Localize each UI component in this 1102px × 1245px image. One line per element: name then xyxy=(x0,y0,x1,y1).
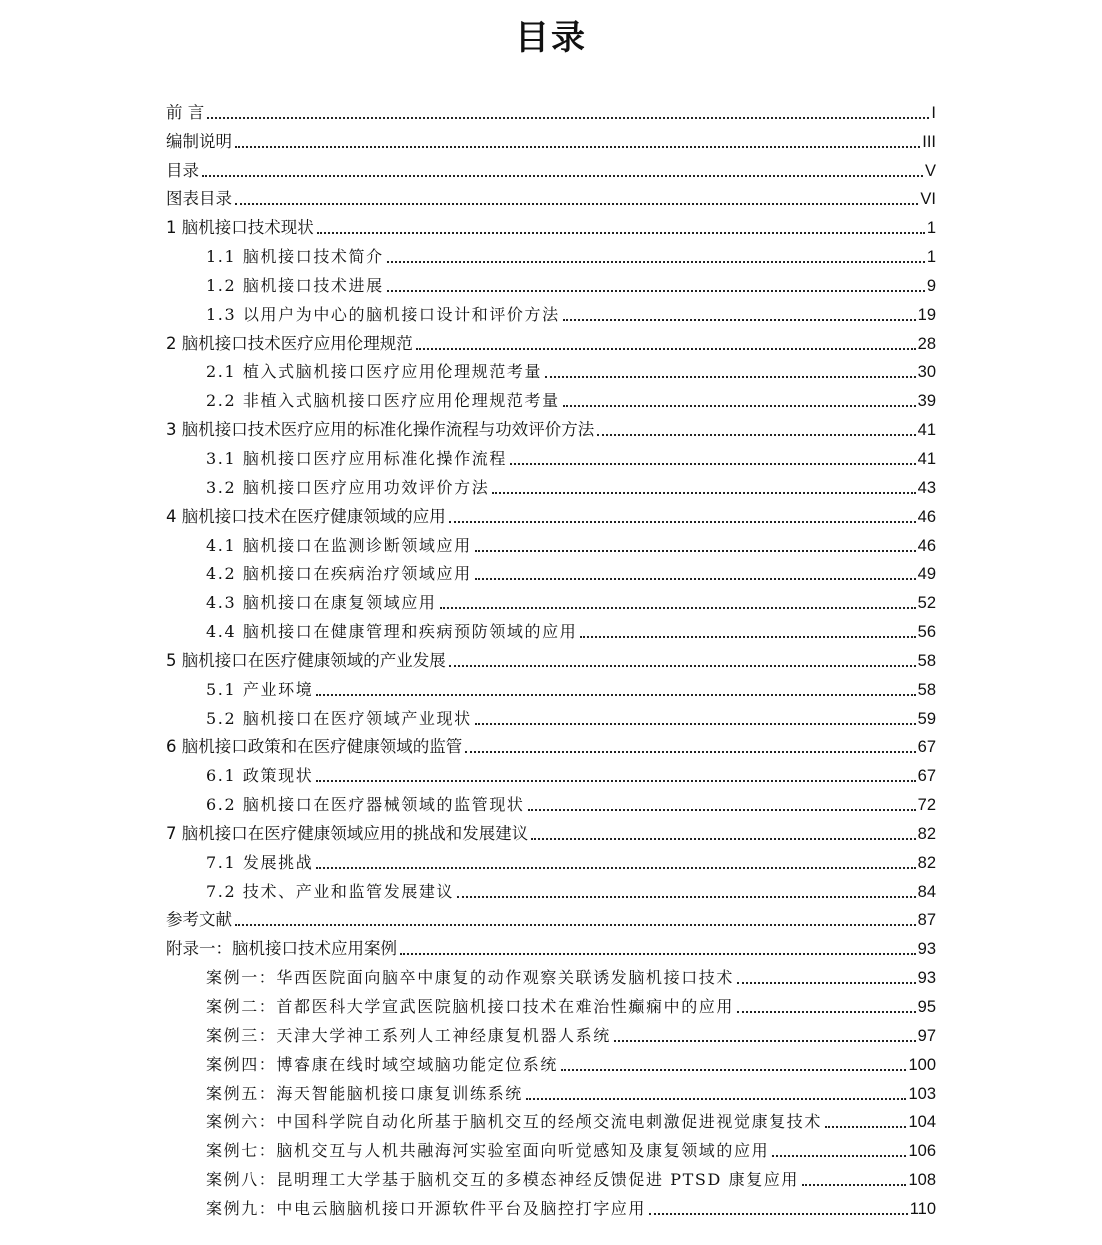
dot-leader xyxy=(400,953,916,955)
toc-entry-page: 56 xyxy=(917,623,936,642)
toc-entry-page: 97 xyxy=(917,1026,936,1045)
dot-leader xyxy=(597,434,915,436)
toc-entry-label: 案例六：中国科学院自动化所基于脑机交互的经颅交流电刺激促进视觉康复技术 xyxy=(206,1112,823,1132)
toc-entry-page: 41 xyxy=(917,449,936,468)
dot-leader xyxy=(387,261,925,263)
dot-leader xyxy=(737,1011,916,1013)
toc-entry-page: 19 xyxy=(917,305,936,324)
toc-entry-section-4-4[interactable] xyxy=(166,617,936,646)
dot-leader xyxy=(235,146,920,148)
dot-leader xyxy=(475,578,916,580)
dot-leader xyxy=(802,1184,906,1186)
toc-entry-page: III xyxy=(922,132,936,151)
toc-entry-label: 5.2 脑机接口在医疗领域产业现状 xyxy=(206,708,472,728)
dot-leader xyxy=(416,348,916,350)
toc-entry-chapter-5[interactable] xyxy=(166,646,936,675)
toc-entry-label: 前 言 xyxy=(166,102,205,122)
toc-entry-page: 43 xyxy=(917,478,936,497)
toc-entry-case-5[interactable] xyxy=(166,1079,936,1108)
dot-leader xyxy=(449,665,916,667)
toc-entry-label: 4.2 脑机接口在疾病治疗领域应用 xyxy=(206,564,472,584)
toc-entry-section-5-2[interactable] xyxy=(166,704,936,733)
toc-entry-case-9[interactable] xyxy=(166,1194,936,1223)
dot-leader xyxy=(825,1126,906,1128)
toc-entry-label: 附录一：脑机接口技术应用案例 xyxy=(166,939,397,959)
toc-entry-label: 案例七：脑机交互与人机共融海河实验室面向听觉感知及康复领域的应用 xyxy=(206,1141,770,1161)
dot-leader xyxy=(449,521,916,523)
toc-entry-section-7-2[interactable] xyxy=(166,877,936,906)
toc-entry-page: 58 xyxy=(917,651,936,670)
toc-entry-page: 41 xyxy=(917,421,936,440)
toc-entry-page: 1 xyxy=(926,219,936,238)
dot-leader xyxy=(563,319,916,321)
toc-entry-chapter-7[interactable] xyxy=(166,819,936,848)
toc-entry-label: 3.2 脑机接口医疗应用功效评价方法 xyxy=(206,477,490,497)
toc-entry-page: 84 xyxy=(917,882,936,901)
dot-leader xyxy=(316,780,915,782)
toc-entry-section-6-2[interactable] xyxy=(166,790,936,819)
dot-leader xyxy=(440,607,916,609)
toc-entry-chapter-4[interactable] xyxy=(166,502,936,531)
toc-entry-case-6[interactable] xyxy=(166,1108,936,1137)
toc-entry-page: VI xyxy=(920,190,936,209)
toc-entry-page: 95 xyxy=(917,998,936,1016)
toc-entry-label: 7 脑机接口在医疗健康领域应用的挑战和发展建议 xyxy=(166,823,529,843)
toc-entry-page: V xyxy=(924,161,936,180)
toc-entry-case-7[interactable] xyxy=(166,1136,936,1165)
toc-entry-case-2[interactable] xyxy=(166,992,936,1021)
dot-leader xyxy=(235,203,918,205)
dot-leader xyxy=(510,463,916,465)
toc-entry-section-4-1[interactable] xyxy=(166,531,936,560)
dot-leader xyxy=(561,1069,906,1071)
dot-leader xyxy=(475,550,916,552)
toc-entry-page: 1 xyxy=(926,248,936,267)
toc-entry-chapter-2[interactable] xyxy=(166,329,936,358)
toc-entry-label: 图表目录 xyxy=(166,189,232,209)
dot-leader xyxy=(563,405,916,407)
toc-entry-page: 108 xyxy=(908,1171,936,1190)
toc-entry-label: 案例八：昆明理工大学基于脑机交互的多模态神经反馈促进 PTSD 康复应用 xyxy=(206,1170,799,1190)
dot-leader xyxy=(457,896,916,898)
toc-entry-page: I xyxy=(931,103,936,122)
toc-entry-label: 4 脑机接口技术在医疗健康领域的应用 xyxy=(166,506,446,526)
dot-leader xyxy=(235,924,916,926)
toc-entry-section-2-1[interactable] xyxy=(166,358,936,387)
table-of-contents xyxy=(166,98,936,1223)
toc-entry-chapter-1[interactable] xyxy=(166,213,936,242)
toc-entry-section-3-1[interactable] xyxy=(166,444,936,473)
dot-leader xyxy=(772,1155,906,1157)
toc-entry-chapter-6[interactable] xyxy=(166,733,936,762)
toc-entry-page: 93 xyxy=(917,969,936,988)
dot-leader xyxy=(737,982,916,984)
toc-entry-section-4-3[interactable] xyxy=(166,588,936,617)
dot-leader xyxy=(492,492,915,494)
toc-entry-page: 67 xyxy=(917,767,936,786)
toc-entry-page: 104 xyxy=(908,1113,936,1132)
dot-leader xyxy=(531,838,915,840)
toc-entry-label: 1 脑机接口技术现状 xyxy=(166,218,314,238)
toc-entry-label: 4.3 脑机接口在康复领域应用 xyxy=(206,593,437,613)
toc-entry-section-4-2[interactable] xyxy=(166,560,936,589)
toc-entry-contents[interactable] xyxy=(166,156,936,185)
toc-entry-section-5-1[interactable] xyxy=(166,675,936,704)
dot-leader xyxy=(387,290,925,292)
toc-entry-label: 案例九：中电云脑脑机接口开源软件平台及脑控打字应用 xyxy=(206,1198,647,1218)
toc-entry-section-2-2[interactable] xyxy=(166,386,936,415)
toc-entry-label: 2.2 非植入式脑机接口医疗应用伦理规范考量 xyxy=(206,391,560,411)
toc-entry-page: 103 xyxy=(908,1084,936,1103)
dot-leader xyxy=(545,376,916,378)
toc-entry-page: 49 xyxy=(917,565,936,584)
toc-entry-page: 110 xyxy=(909,1199,936,1218)
toc-entry-label: 6.2 脑机接口在医疗器械领域的监管现状 xyxy=(206,795,525,815)
toc-entry-page: 52 xyxy=(917,594,936,613)
toc-entry-label: 1.1 脑机接口技术简介 xyxy=(206,247,384,267)
toc-entry-page: 39 xyxy=(917,392,936,411)
toc-entry-label: 1.3 以用户为中心的脑机接口设计和评价方法 xyxy=(206,304,560,324)
toc-entry-label: 6.1 政策现状 xyxy=(206,766,314,786)
dot-leader xyxy=(316,867,915,869)
toc-entry-label: 案例三：天津大学神工系列人工神经康复机器人系统 xyxy=(206,1025,611,1045)
toc-entry-label: 3 脑机接口技术医疗应用的标准化操作流程与功效评价方法 xyxy=(166,420,595,440)
toc-entry-label: 5.1 产业环境 xyxy=(206,679,314,699)
toc-entry-compilation-notes[interactable] xyxy=(166,127,936,156)
toc-entry-page: 93 xyxy=(917,940,936,959)
toc-entry-label: 3.1 脑机接口医疗应用标准化操作流程 xyxy=(206,448,507,468)
toc-entry-section-3-2[interactable] xyxy=(166,473,936,502)
dot-leader xyxy=(526,1098,907,1100)
toc-entry-page: 72 xyxy=(917,796,936,815)
toc-entry-label: 7.1 发展挑战 xyxy=(206,852,314,872)
toc-entry-page: 82 xyxy=(917,853,936,872)
toc-entry-label: 1.2 脑机接口技术进展 xyxy=(206,275,384,295)
dot-leader xyxy=(475,723,916,725)
toc-entry-section-1-3[interactable] xyxy=(166,300,936,329)
dot-leader xyxy=(580,636,915,638)
toc-entry-label: 目录 xyxy=(166,160,199,180)
toc-entry-page: 106 xyxy=(908,1142,936,1161)
page-title: 目录 xyxy=(515,18,587,58)
toc-entry-page: 100 xyxy=(908,1055,936,1074)
toc-entry-page: 82 xyxy=(917,824,936,843)
toc-entry-case-4[interactable] xyxy=(166,1050,936,1079)
toc-entry-page: 87 xyxy=(917,911,936,930)
dot-leader xyxy=(316,694,915,696)
toc-entry-section-1-1[interactable] xyxy=(166,242,936,271)
toc-entry-label: 4.1 脑机接口在监测诊断领域应用 xyxy=(206,535,472,555)
toc-entry-page: 58 xyxy=(917,680,936,699)
dot-leader xyxy=(465,751,915,753)
toc-entry-label: 4.4 脑机接口在健康管理和疾病预防领域的应用 xyxy=(206,622,578,642)
toc-entry-appendix-1[interactable] xyxy=(166,934,936,963)
toc-entry-figure-list[interactable] xyxy=(166,185,936,214)
toc-entry-chapter-3[interactable] xyxy=(166,415,936,444)
toc-entry-section-7-1[interactable] xyxy=(166,848,936,877)
toc-entry-label: 5 脑机接口在医疗健康领域的产业发展 xyxy=(166,650,446,670)
toc-entry-label: 2.1 植入式脑机接口医疗应用伦理规范考量 xyxy=(206,362,543,382)
dot-leader xyxy=(207,117,929,119)
toc-entry-case-3[interactable] xyxy=(166,1021,936,1050)
toc-entry-label: 参考文献 xyxy=(166,910,232,930)
toc-entry-section-1-2[interactable] xyxy=(166,271,936,300)
toc-entry-label: 案例五：海天智能脑机接口康复训练系统 xyxy=(206,1083,523,1103)
dot-leader xyxy=(317,232,925,234)
toc-entry-page: 46 xyxy=(917,536,936,555)
toc-entry-case-8[interactable] xyxy=(166,1165,936,1194)
dot-leader xyxy=(649,1213,908,1215)
toc-entry-page: 30 xyxy=(917,363,936,382)
toc-entry-label: 案例四：博睿康在线时域空域脑功能定位系统 xyxy=(206,1054,559,1074)
toc-entry-section-6-1[interactable] xyxy=(166,761,936,790)
toc-entry-case-1[interactable] xyxy=(166,963,936,992)
toc-entry-label: 7.2 技术、产业和监管发展建议 xyxy=(206,881,455,901)
toc-entry-page: 28 xyxy=(917,334,936,353)
toc-entry-label: 案例二：首都医科大学宣武医院脑机接口技术在难治性癫痫中的应用 xyxy=(206,997,735,1016)
dot-leader xyxy=(614,1040,916,1042)
dot-leader xyxy=(528,809,916,811)
toc-entry-page: 59 xyxy=(917,709,936,728)
toc-entry-label: 2 脑机接口技术医疗应用伦理规范 xyxy=(166,333,413,353)
toc-entry-preface[interactable] xyxy=(166,98,936,127)
toc-entry-references[interactable] xyxy=(166,906,936,935)
toc-entry-page: 9 xyxy=(926,276,936,295)
toc-entry-page: 46 xyxy=(917,507,936,526)
toc-entry-label: 案例一：华西医院面向脑卒中康复的动作观察关联诱发脑机接口技术 xyxy=(206,968,735,988)
dot-leader xyxy=(202,175,923,177)
toc-entry-label: 编制说明 xyxy=(166,131,232,151)
toc-entry-label: 6 脑机接口政策和在医疗健康领域的监管 xyxy=(166,737,463,757)
toc-entry-page: 67 xyxy=(917,738,936,757)
